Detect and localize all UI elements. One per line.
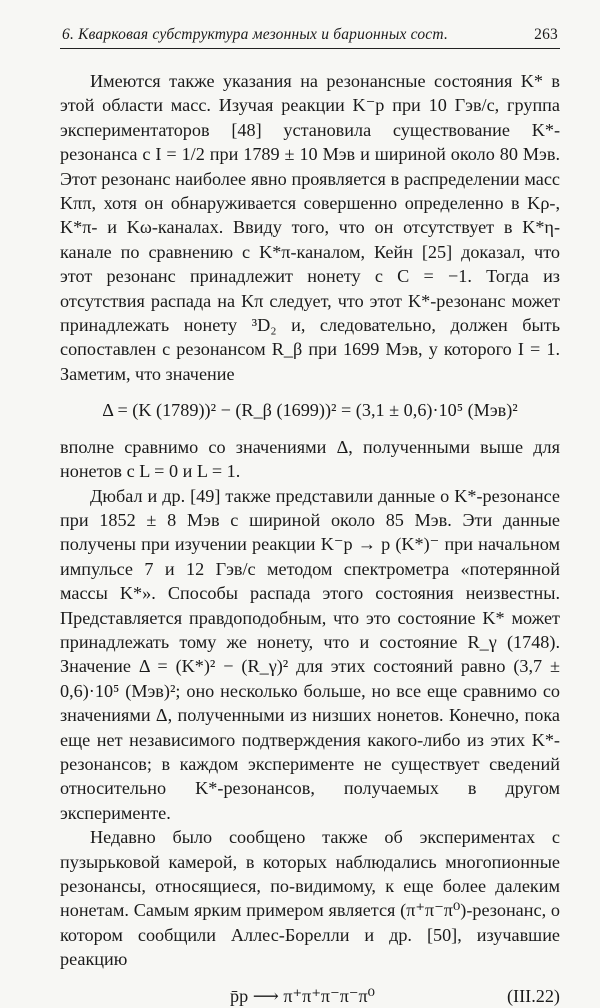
page-number: 263 — [534, 26, 558, 43]
reaction-equation-line — [60, 984, 560, 1008]
paragraph-comparison: вполне сравнимо со значениями Δ, полученными выше для нонетов с L = 0 и L = 1. — [60, 436, 560, 482]
paragraph-multipion: Недавно было сообщено также об экспериментах с пузырьковой камерой, в которых наблюдались многопионные резонансы, относящиеся, по-видимому, к еще более далеким нонетам. Самым ярким примером является (π⁺π⁻π⁰)-резонанс, о котором сообщили Аллес-Борелли и др. [50], изучавшие реакцию — [60, 827, 560, 970]
page-body — [60, 69, 560, 1008]
paragraph-dubal: Дюбал и др. [49] также представили данные о K*-резонансе при 1852 ± 8 Мэв с шириной около 85 Мэв. Эти данные получены при изучении реакции K⁻p → p (K*)⁻ при начальном импульсе 7 и 12 Гэв/c методом спектрометра «потерянной массы K*». Способы распада этого состояния неизвестны. Представляется правдоподобным, что это состояние K* может принадлежать тому же нонету, что и состояние R_γ (1748). Значение Δ = (K*)² − (R_γ)² для этих состояний равно (3,7 ± 0,6)·10⁵ (Мэв)²; оно несколько больше, но все еще сравнимо со значениями Δ, полученными из низших нонетов. Конечно, пока еще нет независимого подтверждения какого-либо из этих K*-резонансов; в каждом эксперименте не существует сведений относительно K*-резонансов, получаемых в другом эксперименте. — [60, 485, 560, 823]
running-title: 6. Кварковая субструктура мезонных и барионных сост. — [62, 26, 449, 43]
equation-number: (III.22) — [506, 985, 560, 1006]
reaction-equation: p̄p ⟶ π⁺π⁺π⁻π⁻π⁰ — [230, 985, 375, 1006]
running-header — [60, 26, 560, 49]
paragraph-k-star-1789: Имеются также указания на резонансные состояния K* в этой области масс. Изучая реакции K⁻p при 10 Гэв/c, группа экспериментаторов [48] установила существование K*-резонанса с I = 1/2 при 1789 ± 10 Мэв и шириной около 80 Мэв. Этот резонанс наиболее явно проявляется в распределении масс Kππ, хотя он обнаруживается совершенно определенно в Kρ-, K*π- и Kω-каналах. Ввиду того, что он отсутствует в K*η-канале по сравнению с K*π-каналом, Кейн [25] доказал, что этот резонанс принадлежит нонету с C = −1. Тогда из отсутствия распада на Kπ следует, что этот K*-резонанс может принадлежать нонету ³D₂ и, следовательно, должен быть сопоставлен с резонансом R_β при 1699 Мэв, у которого I = 1. Заметим, что значение — [60, 71, 560, 384]
delta-formula: Δ = (K (1789))² − (R_β (1699))² = (3,1 ± 0,6)·10⁵ (Мэв)² — [102, 400, 518, 421]
